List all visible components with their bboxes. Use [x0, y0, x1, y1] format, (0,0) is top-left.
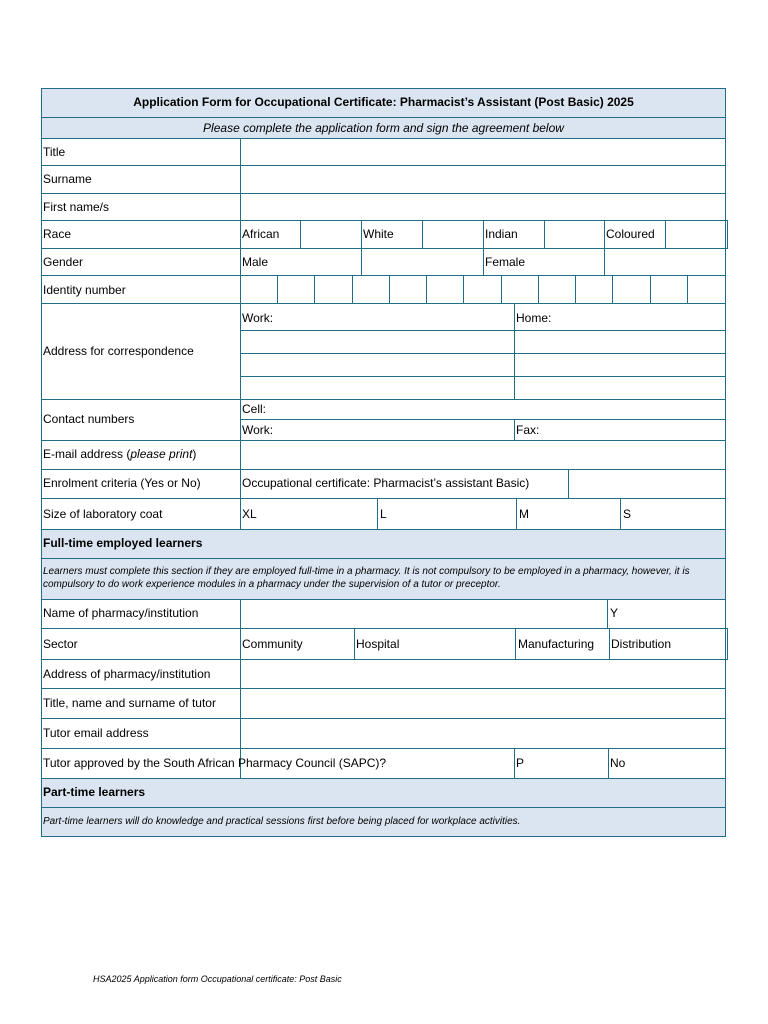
pharmacy-name-label: Name of pharmacy/institution: [43, 606, 199, 620]
surname-label: Surname: [43, 172, 92, 186]
gender-label: Gender: [43, 255, 84, 269]
surname-field[interactable]: [241, 166, 725, 193]
sector-option-manufacturing[interactable]: Manufacturing: [518, 637, 595, 651]
race-checkbox-white[interactable]: [423, 221, 483, 248]
form-subtitle: Please complete the application form and sign the agreement below: [203, 121, 564, 135]
contact-work-field[interactable]: [275, 420, 514, 440]
contact-cell-label: Cell:: [242, 402, 267, 416]
first-names-label: First name/s: [43, 200, 110, 214]
gender-option-male: Male: [242, 255, 269, 269]
enrolment-label: Enrolment criteria (Yes or No): [43, 476, 201, 490]
pharmacy-name-mark: Y: [610, 606, 619, 620]
address-work-label: Work:: [242, 311, 274, 325]
contact-work-label: Work:: [242, 423, 274, 437]
tutor-approved-label: Tutor approved by the South African Pharmacy Council (SAPC)?: [43, 756, 387, 770]
first-names-field[interactable]: [241, 194, 725, 220]
enrolment-option: Occupational certificate: Pharmacist’s assistant Basic): [242, 476, 530, 490]
race-checkbox-african[interactable]: [301, 221, 361, 248]
gender-checkbox-female[interactable]: [605, 249, 725, 275]
pharmacy-address-label: Address of pharmacy/institution: [43, 667, 211, 681]
tutor-name-field[interactable]: [241, 689, 725, 718]
race-option-indian: Indian: [485, 227, 518, 241]
parttime-heading: Part-time learners: [43, 785, 146, 799]
coat-option-l[interactable]: L: [380, 507, 387, 521]
fulltime-note: Learners must complete this section if they are employed full-time in a pharmacy. It is not compulsory to be employed in a pharmacy, however, it is compulsory to do work experience modules in a pharmacy under the supervision of a tutor or preceptor.: [43, 566, 690, 590]
identity-number-label: Identity number: [43, 283, 126, 297]
race-option-coloured: Coloured: [606, 227, 655, 241]
sector-option-community[interactable]: Community: [242, 637, 303, 651]
contact-fax-field[interactable]: [542, 420, 725, 440]
tutor-approved-option-no[interactable]: No: [610, 756, 626, 770]
contact-numbers-label: Contact numbers: [43, 412, 135, 426]
page-footer: HSA2025 Application form Occupational certificate: Post Basic: [93, 974, 342, 984]
identity-number-field[interactable]: [241, 276, 725, 303]
contact-cell-field[interactable]: [270, 400, 725, 419]
tutor-name-label: Title, name and surname of tutor: [43, 696, 216, 710]
gender-option-female: Female: [485, 255, 526, 269]
email-label: [43, 447, 196, 461]
title-field[interactable]: [241, 139, 725, 165]
address-home-field[interactable]: [515, 331, 725, 399]
email-field[interactable]: [241, 441, 725, 469]
enrolment-answer-field[interactable]: [569, 470, 725, 498]
sector-label: Sector: [43, 637, 78, 651]
sector-option-hospital[interactable]: Hospital: [356, 637, 400, 651]
address-label: Address for correspondence: [43, 344, 194, 358]
race-checkbox-indian[interactable]: [545, 221, 604, 248]
email-label-emphasis: please print: [130, 447, 193, 461]
address-home-label: Home:: [516, 311, 552, 325]
contact-fax-label: Fax:: [516, 423, 540, 437]
coat-option-s[interactable]: S: [623, 507, 632, 521]
coat-option-xl[interactable]: XL: [242, 507, 257, 521]
coat-size-label: Size of laboratory coat: [43, 507, 163, 521]
fulltime-heading: Full-time employed learners: [43, 536, 203, 550]
tutor-email-field[interactable]: [241, 719, 725, 748]
address-work-field[interactable]: [241, 331, 514, 399]
coat-option-m[interactable]: M: [519, 507, 529, 521]
parttime-note: Part-time learners will do knowledge and practical sessions first before being placed for workplace activities.: [43, 816, 521, 827]
race-option-white: White: [363, 227, 394, 241]
gender-checkbox-male[interactable]: [362, 249, 483, 275]
pharmacy-name-field[interactable]: [241, 600, 607, 628]
email-label-suffix: ): [192, 447, 197, 461]
form-title: Application Form for Occupational Certificate: Pharmacist’s Assistant (Post Basic) 2025: [133, 95, 634, 109]
race-option-african: African: [242, 227, 280, 241]
tutor-approved-option-p[interactable]: P: [516, 756, 525, 770]
title-label: Title: [43, 145, 66, 159]
email-label-prefix: E-mail address (: [43, 447, 131, 461]
race-checkbox-coloured[interactable]: [666, 221, 727, 248]
sector-option-distribution[interactable]: Distribution: [611, 637, 672, 651]
tutor-email-label: Tutor email address: [43, 726, 149, 740]
race-label: Race: [43, 227, 72, 241]
pharmacy-address-field[interactable]: [241, 660, 725, 688]
